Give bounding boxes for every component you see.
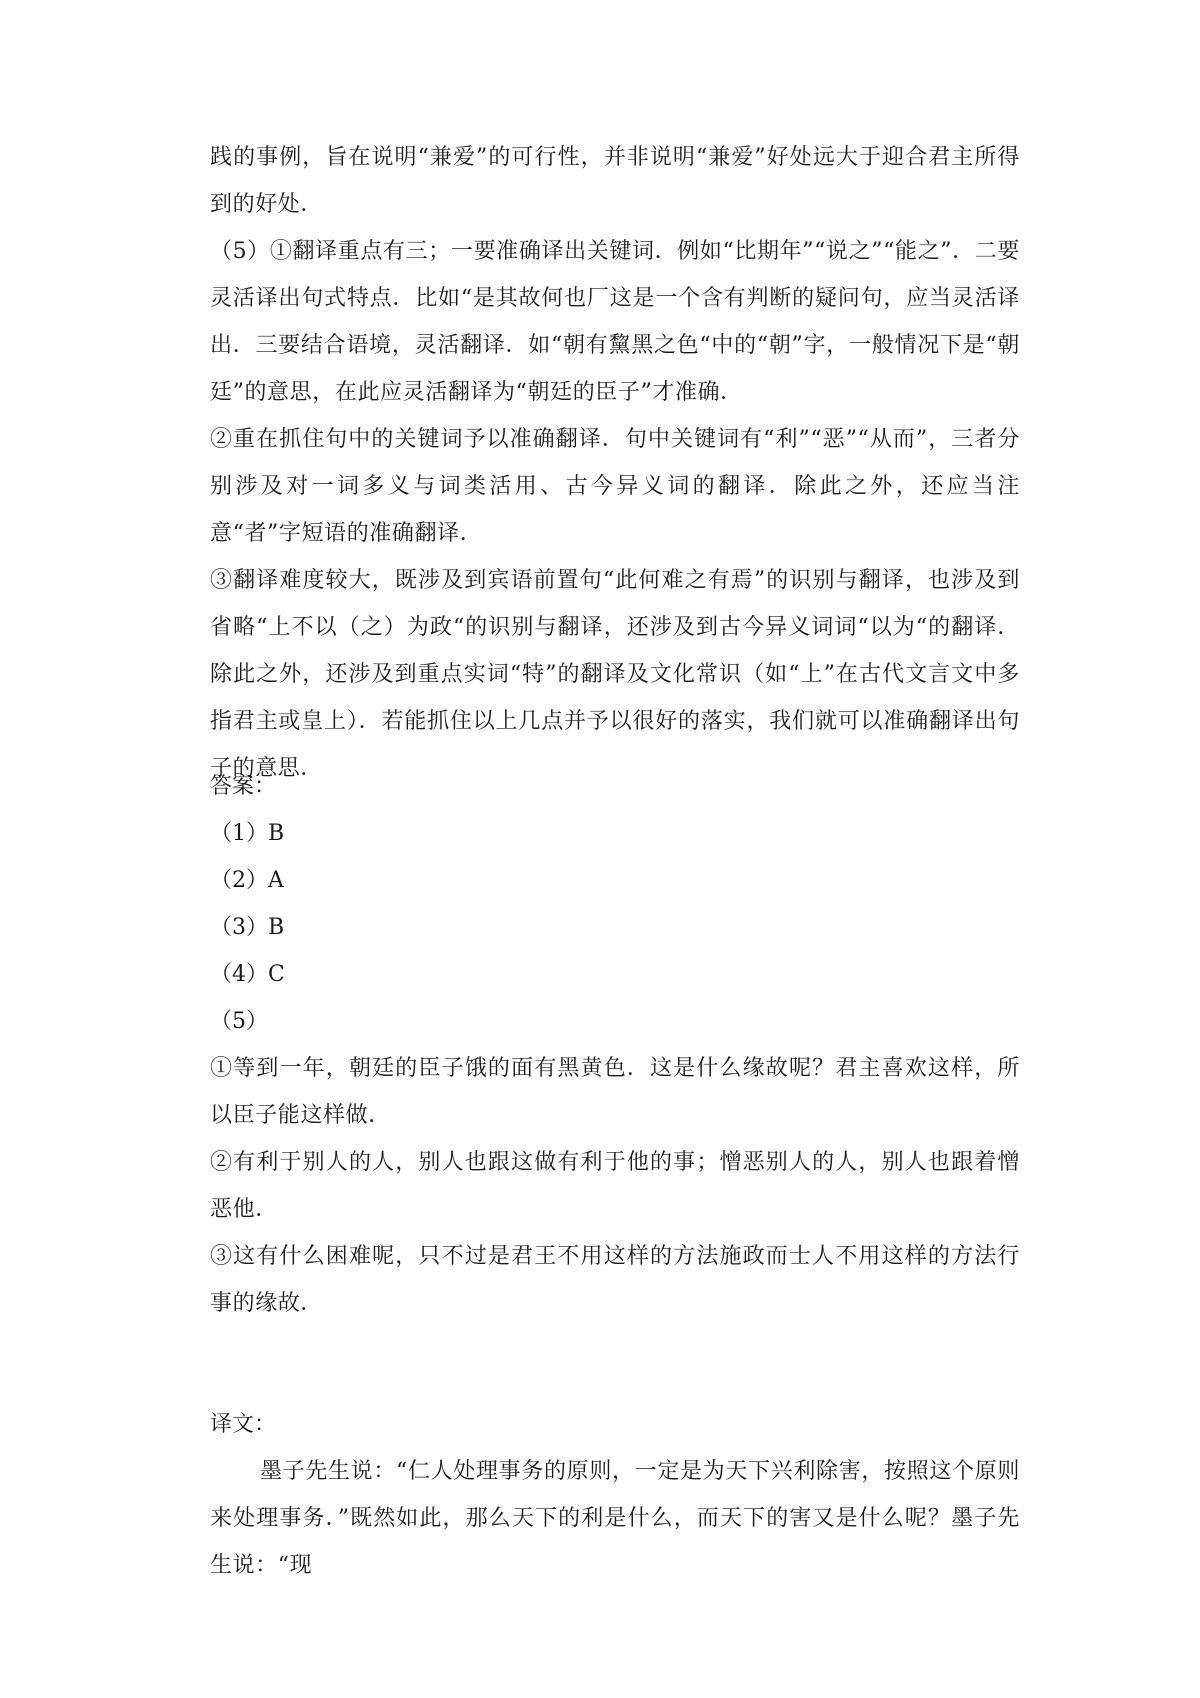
answer-5-details xyxy=(210,1045,1020,1327)
translation-heading: 译文： xyxy=(210,1412,277,1437)
answer-5-3: ③这有什么困难呢，只不过是君王不用这样的方法施政而士人不用这样的方法行事的缘故． xyxy=(210,1244,1020,1316)
answer-3: （3）B xyxy=(210,915,285,940)
analysis-continuation: 践的事例，旨在说明“兼爱”的可行性，并非说明“兼爱”好处远大于迎合君主所得到的好处． xyxy=(210,145,1020,217)
translation-section xyxy=(210,1448,1020,1589)
analysis-item-5: （5）①翻译重点有三；一要准确译出关键词．例如“比期年”“说之”“能之”．二要灵活译出句式特点．比如“是其故何也厂这是一个含有判断的疑问句，应当灵活译出．三要结合语境，灵活翻译．如“朝有黧黑之色“中的“朝”字，一般情况下是“朝廷”的意思，在此应灵活翻译为“朝廷的臣子”才准确． xyxy=(210,239,1020,405)
answer-2: （2）A xyxy=(210,868,284,893)
analysis-item-5-3: ③翻译难度较大，既涉及到宾语前置句“此何难之有焉”的识别与翻译，也涉及到省略“上不以（之）为政“的识别与翻译，还涉及到古今异义词词“以为“的翻译．除此之外，还涉及到重点实词“特”的翻译及文化常识（如“上”在古代文言文中多指君主或皇上）．若能抓住以上几点并予以很好的落实，我们就可以准确翻译出句子的意思． xyxy=(210,568,1020,781)
answer-5-2: ②有利于别人的人，别人也跟这做有利于他的事；憎恶别人的人，别人也跟着憎恶他． xyxy=(210,1150,1020,1222)
answers-heading: 答案： xyxy=(210,774,277,799)
analysis-section xyxy=(210,134,1020,792)
answer-5: （5） xyxy=(210,1009,268,1034)
answer-1: （1）B xyxy=(210,821,285,846)
analysis-item-5-2: ②重在抓住句中的关键词予以准确翻译．句中关键词有“利”“恶”“从而”，三者分别涉及对一词多义与词类活用、古今异义词的翻译．除此之外，还应当注意“者”字短语的准确翻译． xyxy=(210,427,1020,546)
translation-paragraph: 墨子先生说：“仁人处理事务的原则，一定是为天下兴利除害，按照这个原则来处理事务．”既然如此，那么天下的利是什么，而天下的害又是什么呢？墨子先生说：“现 xyxy=(210,1459,1020,1578)
answer-4: （4）C xyxy=(210,962,285,987)
answer-5-1: ①等到一年，朝廷的臣子饿的面有黑黄色．这是什么缘故呢？君主喜欢这样，所以臣子能这样做． xyxy=(210,1056,1020,1128)
